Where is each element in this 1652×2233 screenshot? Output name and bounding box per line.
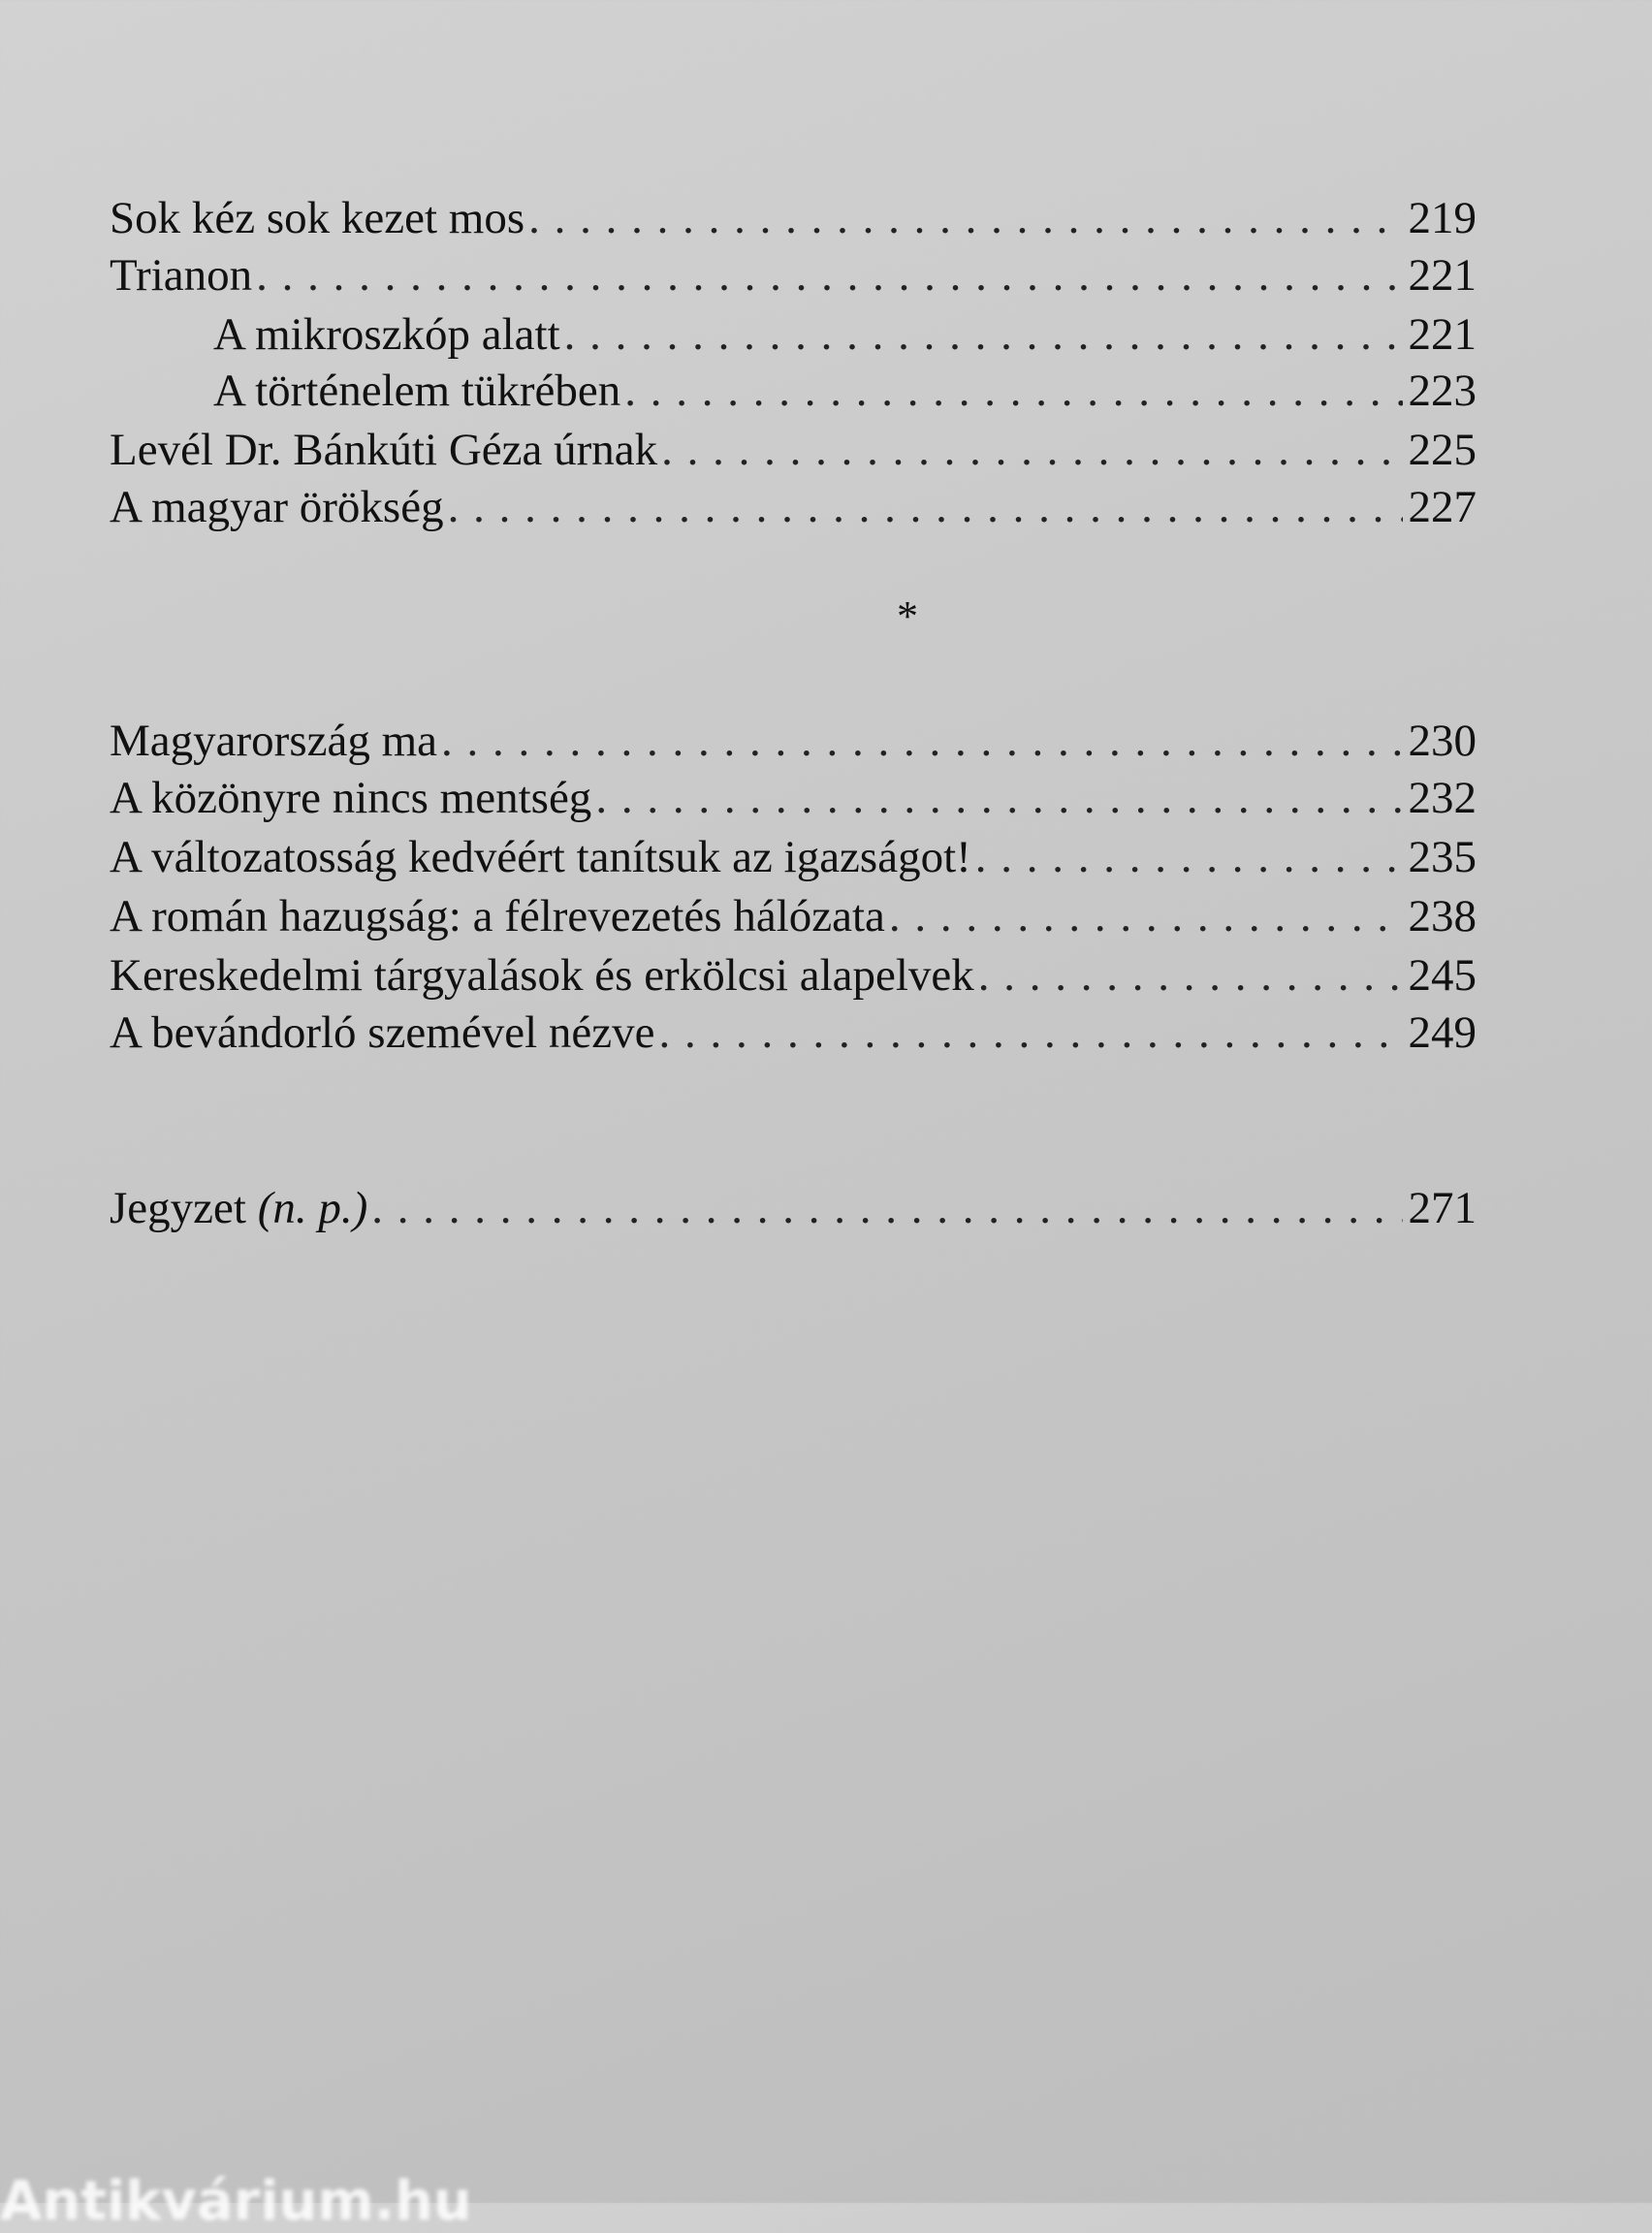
dot-leader (624, 362, 1402, 420)
dot-leader (441, 712, 1403, 770)
dot-leader (978, 946, 1403, 1005)
section-separator: * (897, 592, 918, 640)
toc-entry: Kereskedelmi tárgyalások és erkölcsi alapelvek . . . 245 (110, 946, 1477, 1005)
toc-entry: A román hazugság: a félrevezetés hálózata . . . 238 (110, 887, 1477, 945)
dot-leader (975, 828, 1403, 886)
dot-leader (448, 478, 1403, 536)
dot-leader (889, 887, 1403, 945)
toc-entry-notes: Jegyzet (n. p.) . . . 271 (110, 1179, 1477, 1237)
toc-entry: Magyarország ma . . . 230 (110, 712, 1477, 770)
dot-leader (564, 305, 1403, 364)
toc-subentry: A mikroszkóp alatt . . . 221 (110, 305, 1477, 364)
watermark: Antikvárium.hu (0, 2170, 472, 2233)
toc-entry: Trianon . . . 221 (110, 246, 1477, 304)
toc-subentry: A történelem tükrében . . . 223 (110, 362, 1477, 420)
dot-leader (661, 421, 1402, 479)
dot-leader (528, 189, 1402, 247)
dot-leader (371, 1179, 1402, 1237)
dot-leader (595, 769, 1402, 827)
toc-entry: A közönyre nincs mentség . . . 232 (110, 769, 1477, 827)
dot-leader (658, 1004, 1402, 1062)
toc-entry: A változatosság kedvéért tanítsuk az igazságot! . . . 235 (110, 828, 1477, 886)
toc-entry: A bevándorló szemével nézve . . . 249 (110, 1004, 1477, 1062)
toc-entry: A magyar örökség . . . 227 (110, 478, 1477, 536)
toc-entry: Levél Dr. Bánkúti Géza úrnak . . . 225 (110, 421, 1477, 479)
dot-leader (256, 246, 1402, 304)
toc-entry: Sok kéz sok kezet mos . . . 219 (110, 189, 1477, 247)
